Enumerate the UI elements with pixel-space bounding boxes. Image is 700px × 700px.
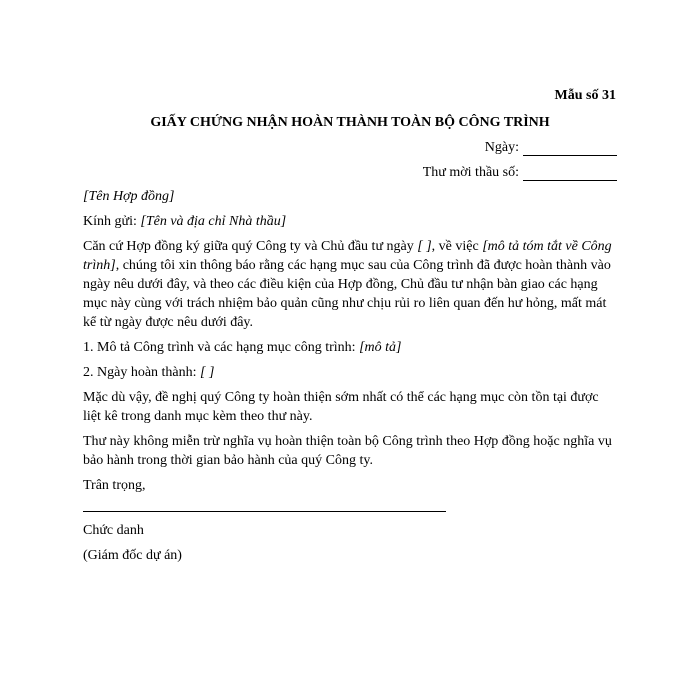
date-label: Ngày: <box>484 140 519 155</box>
item2-label: 2. Ngày hoàn thành: <box>83 365 197 380</box>
item-2 <box>83 363 618 382</box>
item-1 <box>83 338 618 357</box>
date-row <box>485 140 617 156</box>
para1-text-a: Căn cứ Hợp đồng ký giữa quý Công ty và Chủ đầu tư ngày <box>83 239 414 254</box>
item1-label: 1. Mô tả Công trình và các hạng mục công trình: <box>83 340 356 355</box>
recipient-line <box>83 212 618 231</box>
closing: Trân trọng, <box>83 478 146 493</box>
signer-title: Chức danh <box>83 523 144 538</box>
invitation-blank-line <box>523 168 617 181</box>
item1-value: [mô tả] <box>359 340 402 355</box>
recipient-value: [Tên và địa chỉ Nhà thầu] <box>140 214 287 229</box>
para1-text-b: , về việc <box>431 239 479 254</box>
paragraph-1 <box>83 237 618 332</box>
para1-text-c: , chúng tôi xin thông báo rằng các hạng mục sau của Công trình đã được hoàn thành vào ngày nêu dưới đây, và theo các điều kiện của Hợp đồng, Chủ đầu tư nhận bàn giao các hạng mục này cùng với trách nhiệm bảo quản cũng như chịu rủi ro liên quan đến hư hỏng, mất mát kể từ ngày được nêu dưới đây. <box>83 258 611 330</box>
paragraph-2: Mặc dù vậy, đề nghị quý Công ty hoàn thiện sớm nhất có thể các hạng mục còn tồn tại được liệt kê trong danh mục kèm theo thư này. <box>83 390 599 424</box>
para1-date-placeholder: [ ] <box>417 239 432 254</box>
signer-role: (Giám đốc dự án) <box>83 548 182 563</box>
signature-line <box>83 511 446 512</box>
para1-desc-placeholder: [mô tả tóm tắt về Công trình] <box>83 239 612 273</box>
form-number: Mẫu số 31 <box>554 88 616 103</box>
item2-value: [ ] <box>200 365 215 380</box>
date-blank-line <box>523 143 617 156</box>
recipient-prefix: Kính gửi: <box>83 214 137 229</box>
document-title: GIẤY CHỨNG NHẬN HOÀN THÀNH TOÀN BỘ CÔNG TRÌNH <box>150 115 550 130</box>
contract-name: [Tên Hợp đồng] <box>83 189 175 204</box>
letter-body <box>83 187 618 495</box>
paragraph-3: Thư này không miễn trừ nghĩa vụ hoàn thiện toàn bộ Công trình theo Hợp đồng hoặc nghĩa vụ bảo hành trong thời gian bảo hành của quý Công ty. <box>83 434 612 468</box>
invitation-label: Thư mời thầu số: <box>422 165 519 180</box>
invitation-row <box>423 165 617 181</box>
